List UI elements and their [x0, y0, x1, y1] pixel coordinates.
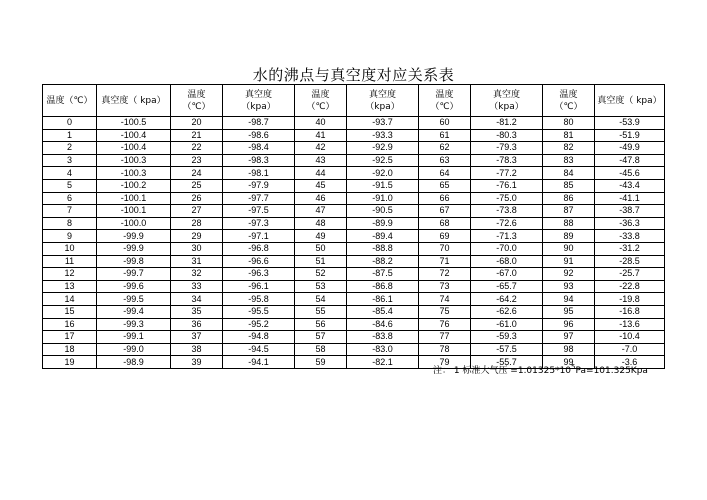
temperature-cell: 75 [419, 305, 471, 318]
temperature-cell: 23 [171, 154, 223, 167]
temperature-cell: 47 [295, 205, 347, 218]
table-row [43, 242, 665, 255]
vacuum-cell: -51.9 [595, 129, 665, 142]
temperature-cell: 60 [419, 117, 471, 130]
header-text: 温度 [187, 89, 206, 100]
vacuum-cell: -98.7 [223, 117, 295, 130]
vacuum-cell: -53.9 [595, 117, 665, 130]
temperature-cell: 43 [295, 154, 347, 167]
header-temperature [543, 85, 595, 117]
temperature-cell: 18 [43, 343, 97, 356]
temperature-cell: 50 [295, 242, 347, 255]
vacuum-cell: -87.5 [347, 268, 419, 281]
vacuum-cell: -88.8 [347, 242, 419, 255]
temperature-cell: 2 [43, 142, 97, 155]
header-text: 温度（℃） [46, 95, 93, 106]
temperature-cell: 46 [295, 192, 347, 205]
vacuum-cell: -80.3 [471, 129, 543, 142]
table-row [43, 217, 665, 230]
vacuum-cell: -99.8 [97, 255, 171, 268]
temperature-cell: 64 [419, 167, 471, 180]
vacuum-cell: -96.6 [223, 255, 295, 268]
temperature-cell: 54 [295, 293, 347, 306]
temperature-cell: 39 [171, 356, 223, 369]
table-row [43, 179, 665, 192]
temperature-cell: 53 [295, 280, 347, 293]
vacuum-cell: -33.8 [595, 230, 665, 243]
table-row [43, 142, 665, 155]
temperature-cell: 1 [43, 129, 97, 142]
temperature-cell: 44 [295, 167, 347, 180]
header-text: （℃） [182, 101, 211, 112]
temperature-cell: 40 [295, 117, 347, 130]
header-text: 真空度 [368, 89, 396, 100]
vacuum-cell: -97.3 [223, 217, 295, 230]
temperature-cell: 20 [171, 117, 223, 130]
temperature-cell: 73 [419, 280, 471, 293]
temperature-cell: 76 [419, 318, 471, 331]
vacuum-cell: -45.6 [595, 167, 665, 180]
table-row [43, 192, 665, 205]
table-row [43, 205, 665, 218]
header-vacuum [347, 85, 419, 117]
vacuum-cell: -81.2 [471, 117, 543, 130]
vacuum-cell: -86.1 [347, 293, 419, 306]
temperature-cell: 59 [295, 356, 347, 369]
temperature-cell: 67 [419, 205, 471, 218]
vacuum-cell: -100.3 [97, 154, 171, 167]
table-row [43, 154, 665, 167]
vacuum-cell: -99.7 [97, 268, 171, 281]
temperature-cell: 62 [419, 142, 471, 155]
vacuum-cell: -64.2 [471, 293, 543, 306]
temperature-cell: 29 [171, 230, 223, 243]
vacuum-cell: -61.0 [471, 318, 543, 331]
vacuum-cell: -95.8 [223, 293, 295, 306]
header-vacuum [223, 85, 295, 117]
vacuum-cell: -70.0 [471, 242, 543, 255]
vacuum-cell: -98.3 [223, 154, 295, 167]
temperature-cell: 3 [43, 154, 97, 167]
temperature-cell: 87 [543, 205, 595, 218]
temperature-cell: 11 [43, 255, 97, 268]
temperature-cell: 66 [419, 192, 471, 205]
temperature-cell: 6 [43, 192, 97, 205]
temperature-cell: 27 [171, 205, 223, 218]
temperature-cell: 19 [43, 356, 97, 369]
temperature-cell: 32 [171, 268, 223, 281]
table-row [43, 268, 665, 281]
vacuum-cell: -98.6 [223, 129, 295, 142]
header-vacuum [471, 85, 543, 117]
vacuum-cell: -94.5 [223, 343, 295, 356]
vacuum-cell: -95.5 [223, 305, 295, 318]
temperature-cell: 96 [543, 318, 595, 331]
vacuum-cell: -100.3 [97, 167, 171, 180]
vacuum-cell: -3.6 [595, 356, 665, 369]
vacuum-cell: -92.0 [347, 167, 419, 180]
footnote-prefix: 注： 1 标准大气压 =1.01325*10 [433, 366, 572, 376]
temperature-cell: 52 [295, 268, 347, 281]
temperature-cell: 99 [543, 356, 595, 369]
table-row [43, 230, 665, 243]
header-vacuum [97, 85, 171, 117]
vacuum-cell: -68.0 [471, 255, 543, 268]
temperature-cell: 65 [419, 179, 471, 192]
vacuum-cell: -83.8 [347, 331, 419, 344]
vacuum-cell: -98.1 [223, 167, 295, 180]
temperature-cell: 36 [171, 318, 223, 331]
table-row [43, 280, 665, 293]
vacuum-cell: -97.1 [223, 230, 295, 243]
header-temperature [171, 85, 223, 117]
header-text: （℃） [306, 101, 335, 112]
temperature-cell: 25 [171, 179, 223, 192]
table-row [43, 117, 665, 130]
vacuum-cell: -85.4 [347, 305, 419, 318]
boiling-point-table [42, 84, 665, 369]
temperature-cell: 48 [295, 217, 347, 230]
vacuum-cell: -76.1 [471, 179, 543, 192]
temperature-cell: 68 [419, 217, 471, 230]
vacuum-cell: -47.8 [595, 154, 665, 167]
vacuum-cell: -38.7 [595, 205, 665, 218]
vacuum-cell: -100.4 [97, 129, 171, 142]
temperature-cell: 72 [419, 268, 471, 281]
temperature-cell: 12 [43, 268, 97, 281]
vacuum-cell: -99.4 [97, 305, 171, 318]
vacuum-cell: -100.0 [97, 217, 171, 230]
temperature-cell: 4 [43, 167, 97, 180]
temperature-cell: 95 [543, 305, 595, 318]
temperature-cell: 0 [43, 117, 97, 130]
header-text: 真空度（ kpa） [597, 95, 662, 106]
vacuum-cell: -7.0 [595, 343, 665, 356]
vacuum-cell: -84.6 [347, 318, 419, 331]
temperature-cell: 21 [171, 129, 223, 142]
temperature-cell: 33 [171, 280, 223, 293]
temperature-cell: 9 [43, 230, 97, 243]
vacuum-cell: -95.2 [223, 318, 295, 331]
vacuum-cell: -99.6 [97, 280, 171, 293]
vacuum-cell: -82.1 [347, 356, 419, 369]
page-title: 水的沸点与真空度对应关系表 [252, 66, 455, 84]
temperature-cell: 34 [171, 293, 223, 306]
table-row [43, 293, 665, 306]
temperature-cell: 86 [543, 192, 595, 205]
vacuum-cell: -96.3 [223, 268, 295, 281]
vacuum-cell: -97.5 [223, 205, 295, 218]
vacuum-cell: -75.0 [471, 192, 543, 205]
vacuum-cell: -94.8 [223, 331, 295, 344]
temperature-cell: 57 [295, 331, 347, 344]
temperature-cell: 13 [43, 280, 97, 293]
vacuum-cell: -25.7 [595, 268, 665, 281]
temperature-cell: 84 [543, 167, 595, 180]
vacuum-cell: -99.5 [97, 293, 171, 306]
header-text: 真空度 [492, 89, 520, 100]
vacuum-cell: -49.9 [595, 142, 665, 155]
temperature-cell: 80 [543, 117, 595, 130]
vacuum-cell: -86.8 [347, 280, 419, 293]
vacuum-cell: -93.7 [347, 117, 419, 130]
vacuum-cell: -100.1 [97, 192, 171, 205]
header-text: （kpa） [241, 101, 276, 112]
vacuum-cell: -91.0 [347, 192, 419, 205]
temperature-cell: 22 [171, 142, 223, 155]
footnote [433, 363, 648, 376]
vacuum-cell: -97.9 [223, 179, 295, 192]
temperature-cell: 7 [43, 205, 97, 218]
temperature-cell: 89 [543, 230, 595, 243]
vacuum-cell: -89.4 [347, 230, 419, 243]
vacuum-cell: -41.1 [595, 192, 665, 205]
header-text: 温度 [559, 89, 578, 100]
vacuum-cell: -96.8 [223, 242, 295, 255]
vacuum-cell: -89.9 [347, 217, 419, 230]
vacuum-cell: -71.3 [471, 230, 543, 243]
footnote-suffix: Pa=101.325Kpa [575, 366, 648, 376]
temperature-cell: 97 [543, 331, 595, 344]
header-temperature [295, 85, 347, 117]
table-row [43, 343, 665, 356]
temperature-cell: 51 [295, 255, 347, 268]
temperature-cell: 28 [171, 217, 223, 230]
vacuum-cell: -98.4 [223, 142, 295, 155]
vacuum-cell: -55.7 [471, 356, 543, 369]
vacuum-cell: -22.8 [595, 280, 665, 293]
temperature-cell: 17 [43, 331, 97, 344]
vacuum-cell: -94.1 [223, 356, 295, 369]
temperature-cell: 91 [543, 255, 595, 268]
vacuum-cell: -72.6 [471, 217, 543, 230]
vacuum-cell: -59.3 [471, 331, 543, 344]
temperature-cell: 94 [543, 293, 595, 306]
vacuum-cell: -100.4 [97, 142, 171, 155]
vacuum-cell: -73.8 [471, 205, 543, 218]
vacuum-cell: -43.4 [595, 179, 665, 192]
header-text: （℃） [554, 101, 583, 112]
temperature-cell: 93 [543, 280, 595, 293]
temperature-cell: 38 [171, 343, 223, 356]
vacuum-cell: -31.2 [595, 242, 665, 255]
table-row [43, 305, 665, 318]
temperature-cell: 82 [543, 142, 595, 155]
vacuum-cell: -99.0 [97, 343, 171, 356]
header-text: 温度 [435, 89, 454, 100]
temperature-cell: 77 [419, 331, 471, 344]
vacuum-cell: -36.3 [595, 217, 665, 230]
temperature-cell: 8 [43, 217, 97, 230]
header-text: （kpa） [365, 101, 400, 112]
temperature-cell: 55 [295, 305, 347, 318]
temperature-cell: 63 [419, 154, 471, 167]
temperature-cell: 71 [419, 255, 471, 268]
vacuum-cell: -100.1 [97, 205, 171, 218]
temperature-cell: 69 [419, 230, 471, 243]
temperature-cell: 88 [543, 217, 595, 230]
vacuum-cell: -96.1 [223, 280, 295, 293]
temperature-cell: 35 [171, 305, 223, 318]
header-vacuum [595, 85, 665, 117]
header-text: 真空度 [244, 89, 272, 100]
temperature-cell: 15 [43, 305, 97, 318]
temperature-cell: 5 [43, 179, 97, 192]
vacuum-cell: -16.8 [595, 305, 665, 318]
header-text: （kpa） [489, 101, 524, 112]
header-temperature [419, 85, 471, 117]
temperature-cell: 85 [543, 179, 595, 192]
temperature-cell: 78 [419, 343, 471, 356]
temperature-cell: 79 [419, 356, 471, 369]
header-text: （℃） [430, 101, 459, 112]
vacuum-cell: -65.7 [471, 280, 543, 293]
header-temperature [43, 85, 97, 117]
table-body [43, 117, 665, 369]
temperature-cell: 45 [295, 179, 347, 192]
vacuum-cell: -10.4 [595, 331, 665, 344]
temperature-cell: 16 [43, 318, 97, 331]
vacuum-cell: -100.5 [97, 117, 171, 130]
temperature-cell: 49 [295, 230, 347, 243]
vacuum-cell: -93.3 [347, 129, 419, 142]
temperature-cell: 58 [295, 343, 347, 356]
temperature-cell: 14 [43, 293, 97, 306]
vacuum-cell: -28.5 [595, 255, 665, 268]
vacuum-cell: -92.5 [347, 154, 419, 167]
temperature-cell: 26 [171, 192, 223, 205]
table-row [43, 255, 665, 268]
temperature-cell: 30 [171, 242, 223, 255]
vacuum-cell: -57.5 [471, 343, 543, 356]
vacuum-cell: -88.2 [347, 255, 419, 268]
footnote-exponent: 5 [571, 363, 576, 371]
vacuum-cell: -99.9 [97, 242, 171, 255]
temperature-cell: 98 [543, 343, 595, 356]
temperature-cell: 90 [543, 242, 595, 255]
vacuum-cell: -97.7 [223, 192, 295, 205]
header-text: 温度 [311, 89, 330, 100]
table-row [43, 167, 665, 180]
table-row [43, 318, 665, 331]
temperature-cell: 42 [295, 142, 347, 155]
vacuum-cell: -92.9 [347, 142, 419, 155]
table-row [43, 331, 665, 344]
temperature-cell: 56 [295, 318, 347, 331]
vacuum-cell: -62.6 [471, 305, 543, 318]
temperature-cell: 81 [543, 129, 595, 142]
table-header-row [43, 85, 665, 117]
temperature-cell: 74 [419, 293, 471, 306]
temperature-cell: 24 [171, 167, 223, 180]
vacuum-cell: -77.2 [471, 167, 543, 180]
temperature-cell: 10 [43, 242, 97, 255]
vacuum-cell: -99.1 [97, 331, 171, 344]
vacuum-cell: -99.9 [97, 230, 171, 243]
vacuum-cell: -13.6 [595, 318, 665, 331]
temperature-cell: 70 [419, 242, 471, 255]
vacuum-cell: -83.0 [347, 343, 419, 356]
temperature-cell: 41 [295, 129, 347, 142]
vacuum-cell: -79.3 [471, 142, 543, 155]
vacuum-cell: -90.5 [347, 205, 419, 218]
header-text: 真空度（ kpa） [101, 95, 166, 106]
temperature-cell: 92 [543, 268, 595, 281]
vacuum-cell: -67.0 [471, 268, 543, 281]
vacuum-cell: -100.2 [97, 179, 171, 192]
vacuum-cell: -78.3 [471, 154, 543, 167]
table-row [43, 129, 665, 142]
temperature-cell: 83 [543, 154, 595, 167]
vacuum-cell: -19.8 [595, 293, 665, 306]
vacuum-cell: -99.3 [97, 318, 171, 331]
temperature-cell: 37 [171, 331, 223, 344]
vacuum-cell: -91.5 [347, 179, 419, 192]
temperature-cell: 61 [419, 129, 471, 142]
temperature-cell: 31 [171, 255, 223, 268]
vacuum-cell: -98.9 [97, 356, 171, 369]
